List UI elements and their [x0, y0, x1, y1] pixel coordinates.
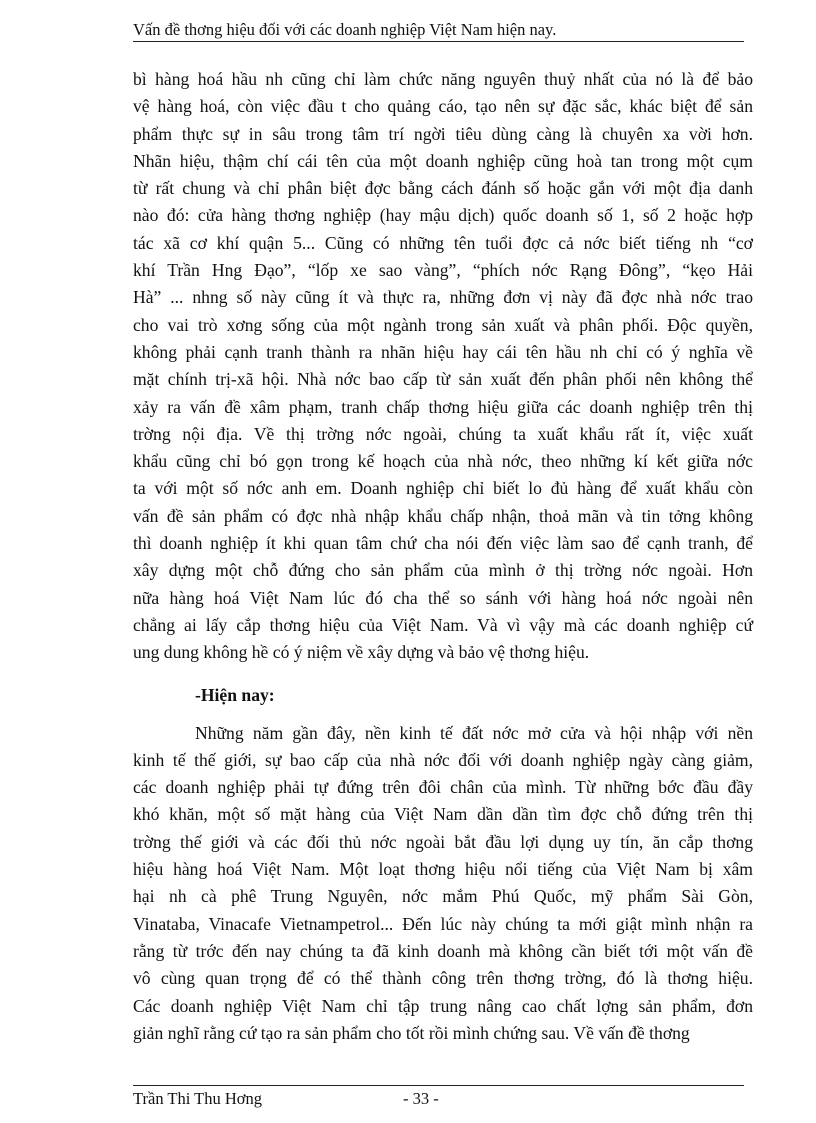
page-number: - 33 - — [403, 1089, 439, 1108]
paragraph-2 — [133, 720, 753, 1048]
text-line: hiệu hàng hoá Việt Nam. Một loạt thơng hiệu nổi tiếng của Việt Nam bị xâm — [133, 859, 753, 880]
text-line: trờng thế giới và các đối thủ nớc ngoài bắt đầu lợi dụng uy tín, ăn cắp thơng — [133, 831, 753, 852]
text-line: từ rất chung và chỉ phân biệt đợc bằng cách đánh số hoặc gắn với một địa danh — [133, 178, 753, 199]
text-line: Hà” ... nhng số này cũng ít và thực ra, những đơn vị này đã đợc nhà nớc trao — [133, 287, 753, 308]
text-line: kinh tế thế giới, sự bao cấp của nhà nớc đối với doanh nghiệp ngày càng giảm, — [133, 749, 753, 770]
text-line: cho vai trò xơng sống của một ngành trong sản xuất và phân phối. Độc quyền, — [133, 314, 753, 335]
text-line: xảy ra vấn đề xâm phạm, tranh chấp thơng hiệu giữa các doanh nghiệp trên thị — [133, 396, 753, 417]
page-body — [133, 66, 753, 1047]
text-line: Những năm gần đây, nền kinh tế đất nớc mở cửa và hội nhập với nền — [195, 722, 753, 743]
text-line: mặt chính trị-xã hội. Nhà nớc bao cấp từ sản xuất đến phân phối nên không thể — [133, 369, 753, 390]
text-line: khó khăn, một số mặt hàng của Việt Nam dần dần tìm đợc chỗ đứng trên thị — [133, 804, 753, 825]
text-line: khí Trần Hng Đạo”, “lốp xe sao vàng”, “phích nớc Rạng Đông”, “kẹo Hải — [133, 260, 753, 281]
text-line: giản nghĩ rằng cứ tạo ra sản phẩm cho tốt rồi mình chứng sau. Về vấn đề thơng — [133, 1022, 690, 1043]
text-line: vô cùng quan trọng để có thể thành công trên thơng trờng, đó là thơng hiệu. — [133, 968, 753, 989]
text-line: ung dung không hề có ý niệm về xây dựng và bảo vệ thơng hiệu. — [133, 642, 590, 663]
text-line: chẳng ai lấy cắp thơng hiệu của Việt Nam. Và vì vậy mà các doanh nghiệp cứ — [133, 614, 753, 635]
text-line: thì doanh nghiệp ít khi quan tâm chứ cha nói đến việc làm sao để cạnh tranh, để — [133, 533, 753, 554]
text-line: Vinataba, Vinacafe Vietnampetrol... Đến lúc này chúng ta mới giật mình nhận ra — [133, 913, 753, 934]
text-line: các doanh nghiệp phải tự đứng trên đôi chân của mình. Từ những bớc đầu đầy — [133, 777, 753, 798]
text-line: vấn đề sản phẩm có đợc nhà nhập khẩu chấp nhận, thoả mãn và tin tởng không — [133, 505, 753, 526]
text-line: không phải cạnh tranh thành ra nhãn hiệu hay cái tên hầu nh chỉ có ý nghĩa về — [133, 341, 753, 362]
text-line: xây dựng một chỗ đứng cho sản phẩm của mình ở thị trờng nớc ngoài. Hơn — [133, 560, 753, 581]
section-heading: -Hiện nay: — [195, 684, 275, 705]
text-line: hại nh cà phê Trung Nguyên, nớc mắm Phú Quốc, mỹ phẩm Sài Gòn, — [133, 886, 753, 907]
paragraph-1 — [133, 66, 753, 667]
text-line: Nhãn hiệu, thậm chí cái tên của một doanh nghiệp cũng hoà tan trong một cụm — [133, 150, 753, 171]
text-line: tác xã cơ khí quận 5... Cũng có những tên tuổi đợc cả nớc biết tiếng nh “cơ — [133, 232, 753, 253]
text-line: trờng nội địa. Về thị trờng nớc ngoài, chúng ta xuất khẩu rất ít, việc xuất — [133, 423, 753, 444]
text-line: vệ hàng hoá, còn việc đầu t cho quảng cáo, tạo nên sự đặc sắc, khác biệt để sản — [133, 96, 753, 117]
footer-author: Trần Thi Thu Hơng — [133, 1089, 262, 1108]
text-line: bì hàng hoá hầu nh cũng chỉ làm chức năng nguyên thuỷ nhất của nó là để bảo — [133, 69, 753, 89]
text-line: nữa hàng hoá Việt Nam lúc đó cha thể so sánh với hàng hoá nớc ngoài nên — [133, 587, 753, 608]
page-footer — [133, 1085, 744, 1108]
text-line: rằng từ trớc đến nay chúng ta đã kinh doanh mà không cần biết tới một vấn đề — [133, 940, 753, 961]
text-line: phẩm thực sự in sâu trong tâm trí ngời tiêu dùng càng là chuyên xa vời hơn. — [133, 123, 753, 144]
running-header: Vấn đề thơng hiệu đối với các doanh nghiệp Việt Nam hiện nay. — [133, 20, 744, 42]
text-line: ta với một số nớc anh em. Doanh nghiệp chỉ biết lo đủ hàng để xuất khẩu còn — [133, 478, 753, 499]
text-line: nào đó: cửa hàng thơng nghiệp (hay mậu dịch) quốc doanh số 1, số 2 hoặc hợp — [133, 205, 753, 226]
text-line: Các doanh nghiệp Việt Nam chỉ tập trung nâng cao chất lợng sản phẩm, đơn — [133, 995, 753, 1016]
text-line: khẩu cũng chỉ bó gọn trong kế hoạch của nhà nớc, theo những kí kết giữa nớc — [133, 451, 753, 472]
